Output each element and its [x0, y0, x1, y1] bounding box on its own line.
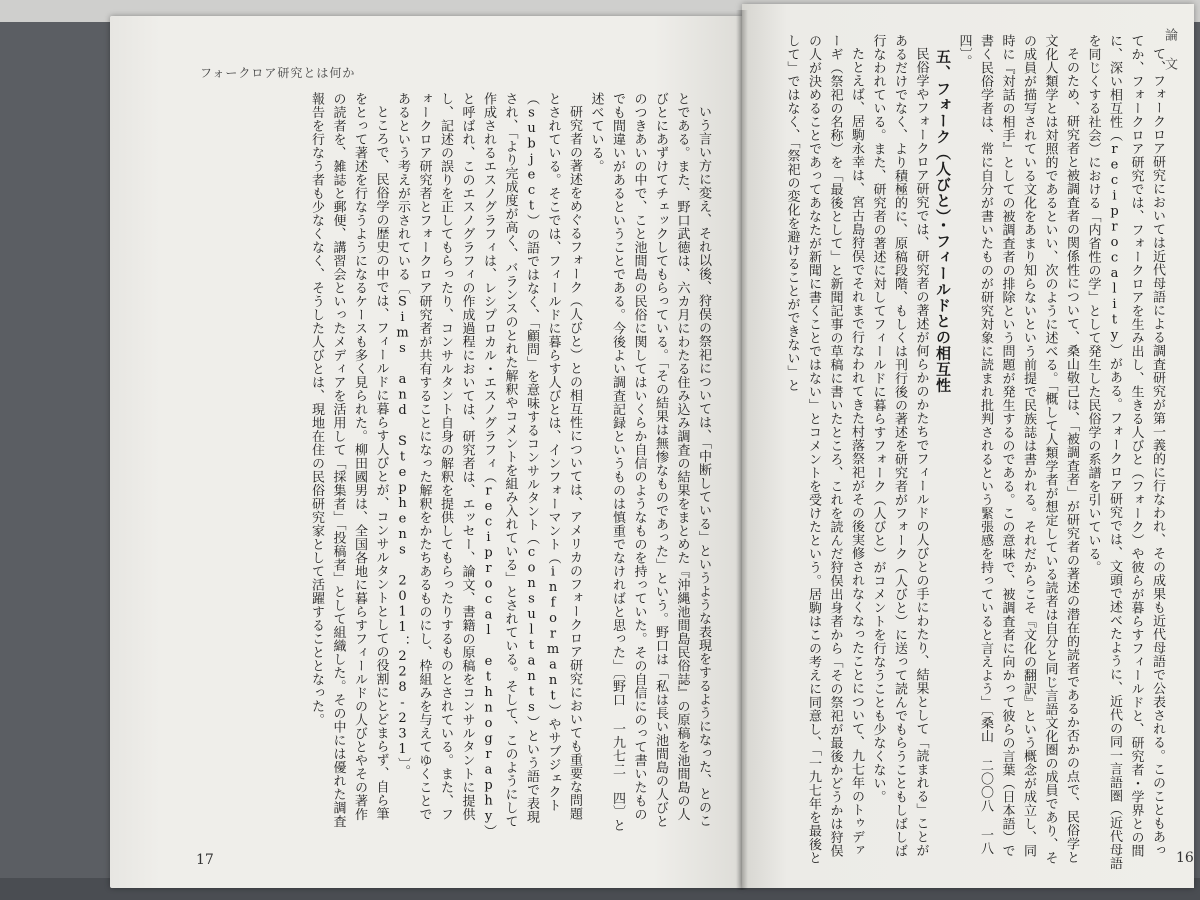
section-heading: 五、フォーク（人びと）・フィールドとの相互性	[934, 49, 952, 394]
left-page-body	[196, 92, 714, 832]
left-paragraph-3: ところで、民俗学の歴史の中では、フィールドに暮らす人びとが、コンサルタントとしての役割にとどまらず、自ら筆をとって著述を行なうようになるケースも多く見られた。柳田國男は、全国各地に暮らすフィールドの人びとやその著作の読者を、雑誌と郵便、講習会といったメディアを活用して「採集者」「投稿者」として組織した。その中には優れた調査報告を行なう者も少なくなく、そうした人びとは、現地在住の民俗研究家として活躍することとなった。	[309, 92, 389, 828]
right-paragraph-2: たとえば、居駒永幸は、宮古島狩俣でそれまで行なわれてきた村落祭祀がその後実修されなくなったことについて、九七年のトゥデァーギ（祭祀の名称）を「最後として」と新聞記事の草稿に書いたところ、これを読んだ狩俣出身者から「その祭祀が最後かどうかは狩俣の人が決めることであってあなたが新聞に書くことではない」とコメントを受けたという。居駒はこの考えに同意し、「一九七年を最後として」ではなく、「祭祀の変化を避けることができない」と	[784, 34, 864, 865]
right-page-body	[758, 34, 1168, 870]
right-pre-paragraph-1: て、フォークロア研究においては近代母語による調査研究が第一義的に行なわれ、その成果も近代母語で公表される。このこともあってか、フォークロア研究では、フォークロアを生み出し、生きる人びと（フォーク）や彼らが暮らすフィールドと、研究者・学界との間に、深い相互性（reciprocality）がある。フォークロア研究では、文頭で述べたように、近代の同一言語圏（近代母語を同じくする社会）における「内省性の学」として発生した民俗学の系譜を引いている。	[1085, 34, 1165, 870]
right-pre-paragraph-2: そのため、研究者と被調査者の関係性について、桑山敬己は、「被調査者」が研究者の著述の潜在的読者であるか否かの点で、民俗学と文化人類学とは対照的であるといい、次のように述べる。「概して人類学者が想定している読者は自分と同じ言語文化圏の成員であり、その成員が描写されている文化をあまり知らないという前提で民族誌は書かれる。それだからこそ『文化の翻訳』という概念が成立し、同時に『対話の相手』としての被調査者の排除という問題が発生するのである。この意味で、被調査者に向かって彼らの言葉（日本語）で書く民俗学者は、常に自分が書いたものが研究対象に読まれ批判されるという緊張感を持っていると言えよう」〔桑山 二〇〇八 一八四〕。	[956, 34, 1079, 865]
left-page-number: 17	[196, 852, 214, 868]
book-gutter	[736, 10, 748, 890]
left-running-head: フォークロア研究とは何か	[200, 66, 356, 80]
left-paragraph-2: 研究者の著述をめぐるフォーク（人びと）との相互性については、アメリカのフォークロア研究においても重要な問題とされている。そこでは、フィールドに暮らす人びとは、インフォーマント（informant）やサブジェクト（subject）の語ではなく、「顧問」を意味するコンサルタント（consultants）という語で表現され、「より完成度が高く、バランスのとれた解釈やコメントを組み入れている」とされている。そして、このようにして作成されるエスノグラフィは、レシプロカル・エスノグラフィ（reciprocal ethnography）と呼ばれ、このエスノグラフィの作成過程においては、研究者は、エッセー、論文、書籍の原稿をコンサルタントに提供し、記述の誤りを正してもらったり、コンサルタント自身の解釈を提供してもらったりするものとされている。また、フォークロア研究者とフォークロア研究者が共有することになった解釈をかたちあるものにし、枠組みを与えてゆくことであるという考えが示されている〔Sims and Stephens 2011：228-231〕。	[395, 92, 582, 832]
right-paragraph-1: 民俗学やフォークロア研究では、研究者の著述が何らかのかたちでフィールドの人びとの手にわたり、結果として「読まれる」ことがあるだけでなく、より積極的に、原稿段階、もしくは刊行後の著述を研究者がフォーク（人びと）に送って読んでもらうこともしばしば行なわれている。また、研究者の著述に対してフィールドに暮らすフォーク（人びと）がコメントを行なうことも少なくない。	[870, 34, 929, 858]
right-running-head: 論 文	[1162, 28, 1177, 77]
left-paragraph-1: いう言い方に変え、それ以後、狩俣の祭祀については、「中断している」というような表現をするようになった、とのことである。また、野口武徳は、六カ月にわたる住み込み調査の結果をまとめた『沖縄池間島民俗誌』の原稿を池間島の人びとにあずけてチェックしてもらっている。「その結果は無惨なものであった」という。野口は「私は長い池間島の人びとのつきあいの中で、こと池間島の民俗に関してはいくらか自信のようなものを持っていた。その自信にのって書いたものでも間違いがあるということである。今後よい調査記録というものは慎重でなければと思った」〔野口 一九七二 四〕と述べている。	[588, 92, 711, 832]
right-page-number: 16	[1176, 850, 1194, 866]
